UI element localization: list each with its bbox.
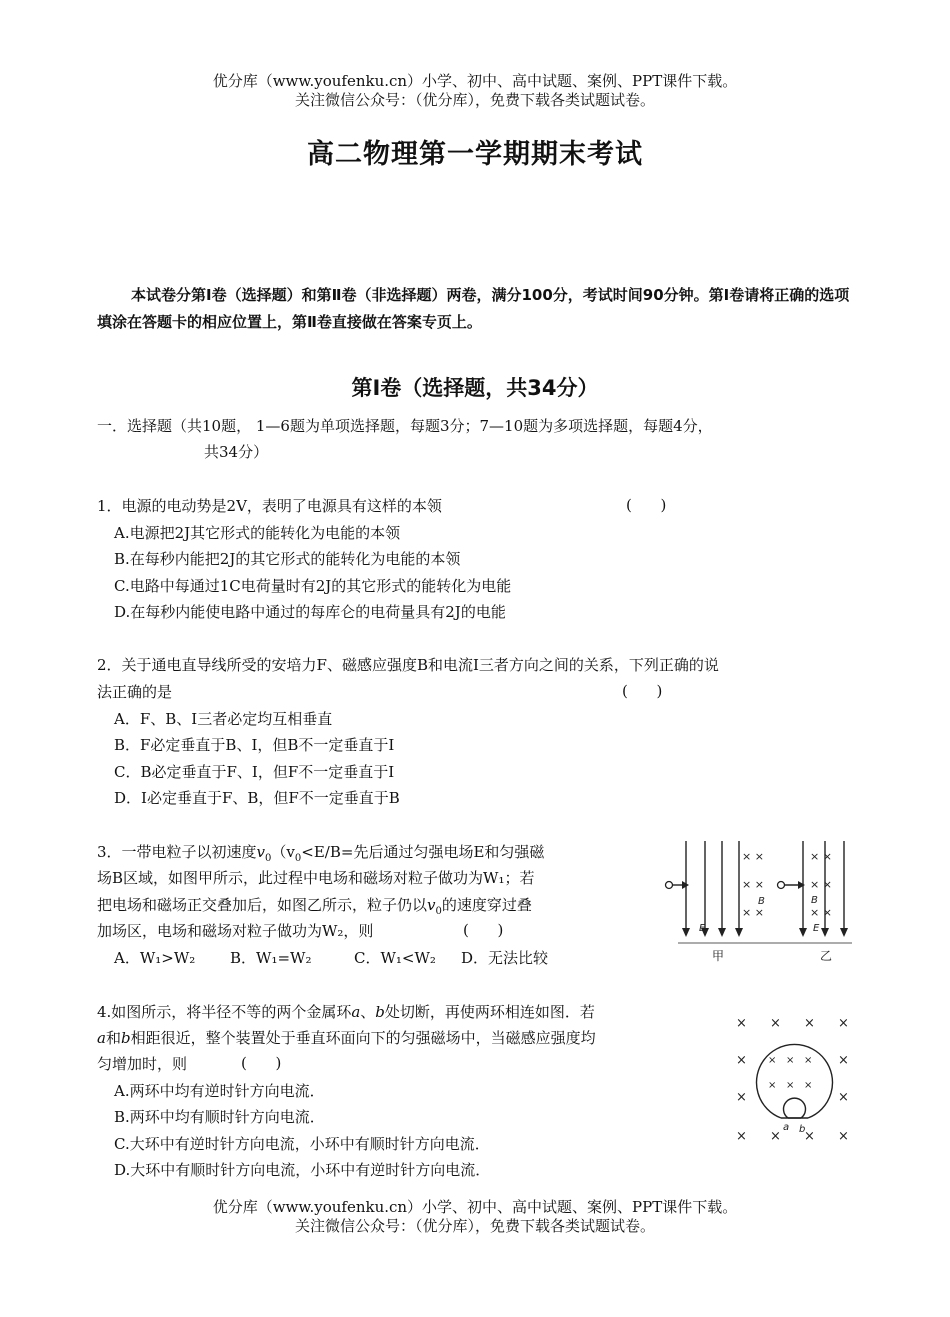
header-line-2: 关注微信公众号：（优分库），免费下载各类试题试卷。: [294, 91, 655, 109]
svg-text:× ×: × ×: [810, 850, 832, 863]
svg-text:×: ×: [804, 1055, 813, 1066]
q3-answer-bracket: ( ): [463, 921, 504, 939]
q2-option-a: A．F、B、I三者必定均互相垂直: [114, 710, 333, 728]
q3-stem-line4: 加场区，电场和磁场对粒子做功为W₂，则: [97, 922, 374, 940]
svg-text:×: ×: [736, 1016, 747, 1031]
q3-option-d: D．无法比较: [461, 949, 549, 967]
q3-option-a: A．W₁>W₂: [114, 949, 196, 967]
svg-text:× ×: × ×: [742, 878, 764, 891]
v0-subscript-3: 0: [435, 906, 442, 917]
q4-answer-bracket: ( ): [241, 1054, 282, 1072]
svg-text:×: ×: [768, 1080, 777, 1091]
q1-option-d: D.在每秒内能使电路中通过的每库仑的电荷量具有2J的电能: [114, 603, 506, 621]
q3-fig-e-label-right: E: [813, 923, 820, 934]
v0-symbol: v: [256, 843, 266, 861]
footer-line-1: 优分库（www.youfenku.cn）小学、初中、高中试题、案例、PPT课件下载。: [212, 1198, 738, 1216]
q3-fig-b-label-left: B: [758, 896, 765, 907]
a-symbol: a: [351, 1003, 361, 1021]
part1-instruction-line1: 一．选择题（共10题， 1—6题为单项选择题，每题3分；7—10题为多项选择题，每题4分，: [97, 417, 713, 435]
svg-text:×: ×: [804, 1129, 815, 1144]
q4-option-b: B.两环中均有顺时针方向电流．: [114, 1108, 325, 1126]
footer-line-2: 关注微信公众号：（优分库），免费下载各类试题试卷。: [294, 1217, 655, 1235]
q4-ring-figure: [728, 1008, 858, 1148]
q1-option-c: C.电路中每通过1C电荷量时有2J的其它形式的能转化为电能: [114, 577, 512, 595]
q4-option-d: D.大环中有顺时针方向电流，小环中有逆时针方向电流．: [114, 1161, 491, 1179]
svg-text:×: ×: [736, 1129, 747, 1144]
q4-stem-line3: 匀增加时，则: [97, 1055, 188, 1073]
svg-text:×: ×: [804, 1080, 813, 1091]
q4-text-1a: 4.如图所示，将半径不等的两个金属环: [97, 1003, 352, 1021]
svg-text:× ×: × ×: [742, 906, 764, 919]
svg-text:×: ×: [770, 1129, 781, 1144]
q3-stem-line2: 场B区域，如图甲所示，此过程中电场和磁场对粒子做功为W₁；若: [97, 869, 535, 887]
q4-text-2a: 和: [105, 1029, 121, 1047]
svg-text:× ×: × ×: [810, 878, 832, 891]
q2-option-d: D．I必定垂直于F、B，但F不一定垂直于B: [114, 789, 400, 807]
q3-option-c: C．W₁<W₂: [354, 949, 436, 967]
svg-text:×: ×: [838, 1053, 849, 1068]
page-title: 高二物理第一学期期末考试: [307, 139, 643, 170]
b-symbol: b: [375, 1003, 385, 1021]
q3-option-b: B．W₁=W₂: [230, 949, 312, 967]
q4-option-a: A.两环中均有逆时针方向电流．: [114, 1082, 325, 1100]
exam-intro: 本试卷分第Ⅰ卷（选择题）和第Ⅱ卷（非选择题）两卷，满分100分，考试时间90分钟。第Ⅰ卷请将正确的选项填涂在答题卡的相应位置上，第Ⅱ卷直接做在答案专页上。: [97, 286, 850, 331]
q3-fig-label-jia: 甲: [712, 949, 725, 963]
q2-option-b: B．F必定垂直于B、I，但B不一定垂直于I: [114, 736, 395, 754]
svg-text:×: ×: [804, 1016, 815, 1031]
svg-text:× ×: × ×: [810, 906, 832, 919]
q2-stem-line1: 2．关于通电直导线所受的安培力F、磁感应强度B和电流I三者方向之间的关系，下列正确的说: [97, 656, 719, 674]
q4-text-1b: 、: [360, 1003, 376, 1021]
q3-text-1a: 3．一带电粒子以初速度: [97, 843, 257, 861]
svg-text:×: ×: [838, 1090, 849, 1105]
q1-stem: 1．电源的电动势是2V，表明了电源具有这样的本领: [97, 497, 442, 515]
part1-instruction-line2: 共34分）: [204, 443, 269, 461]
q4-text-2b: 相距很近，整个装置处于垂直环面向下的匀强磁场中，当磁感应强度均: [130, 1029, 596, 1047]
q4-fig-a-label: a: [783, 1122, 790, 1133]
q4-fig-b-label: b: [799, 1124, 806, 1135]
q3-text-1b: （: [271, 843, 287, 861]
q4-text-1c: 处切断，再使两环相连如图．若: [384, 1003, 595, 1021]
q2-stem-line2: 法正确的是: [97, 683, 173, 701]
q1-answer-bracket: ( ): [626, 496, 667, 514]
v0-symbol-2: v: [286, 843, 295, 861]
section-title: 第Ⅰ卷（选择题，共34分）: [351, 376, 599, 400]
svg-text:×: ×: [736, 1053, 747, 1068]
v0-symbol-3: v: [427, 896, 436, 914]
svg-text:×: ×: [838, 1129, 849, 1144]
svg-text:×: ×: [786, 1080, 795, 1091]
q4-option-c: C.大环中有逆时针方向电流，小环中有顺时针方向电流．: [114, 1135, 490, 1153]
svg-text:× ×: × ×: [742, 850, 764, 863]
q1-option-b: B.在每秒内能把2J的其它形式的能转化为电能的本领: [114, 550, 461, 568]
q4-stem-line2: [97, 1025, 596, 1051]
a-symbol-2: a: [97, 1029, 106, 1047]
header-line-1: 优分库（www.youfenku.cn）小学、初中、高中试题、案例、PPT课件下载。: [212, 72, 738, 90]
q3-text-3a: 把电场和磁场正交叠加后，如图乙所示，粒子仍以: [97, 896, 428, 914]
v0-subscript-2: 0: [294, 853, 302, 864]
q3-text-1c: <E/B=先后通过匀强电场E和匀强磁: [301, 843, 545, 861]
q2-answer-bracket: ( ): [622, 682, 663, 700]
q3-fig-e-label-left: E: [699, 923, 706, 934]
svg-text:×: ×: [786, 1055, 795, 1066]
v0-subscript: 0: [265, 853, 272, 864]
q3-text-3b: 的速度穿过叠: [441, 896, 532, 914]
q4-stem-line1: [97, 999, 595, 1025]
q2-option-c: C．B必定垂直于F、I，但F不一定垂直于I: [114, 763, 395, 781]
b-symbol-2: b: [120, 1029, 131, 1047]
svg-text:×: ×: [768, 1055, 777, 1066]
q3-field-figure: [660, 835, 860, 965]
svg-text:×: ×: [736, 1090, 747, 1105]
svg-text:×: ×: [770, 1016, 781, 1031]
q3-fig-b-label-right: B: [811, 895, 818, 906]
q1-option-a: A.电源把2J其它形式的能转化为电能的本领: [114, 524, 401, 542]
svg-text:×: ×: [838, 1016, 849, 1031]
q3-fig-label-yi: 乙: [820, 949, 833, 963]
